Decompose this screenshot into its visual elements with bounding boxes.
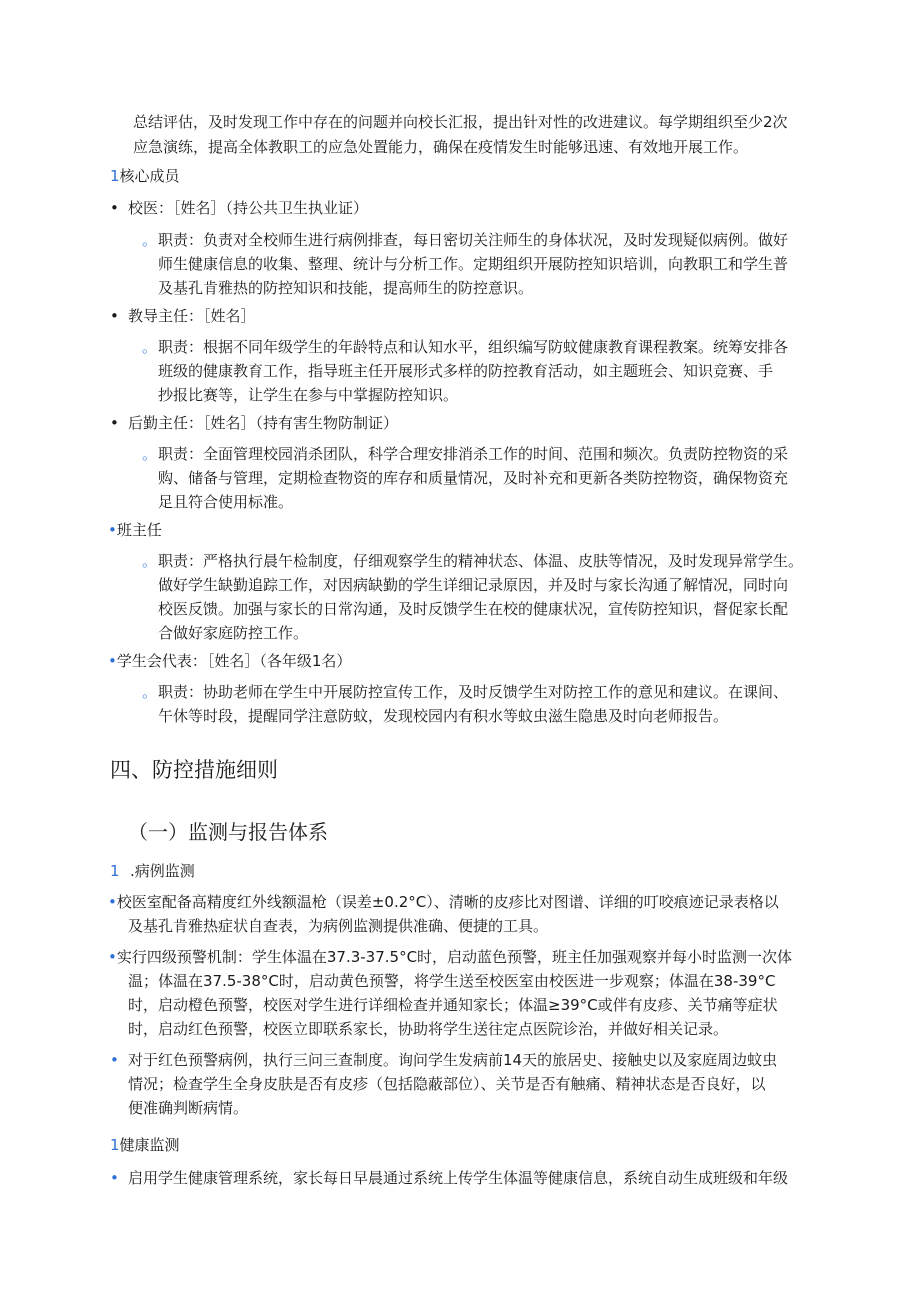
duty-text: 职责：协助老师在学生中开展防控宣传工作，及时反馈学生对防控工作的意见和建议。在课间、 — [158, 683, 789, 701]
duty-line — [142, 549, 803, 573]
list-item-line: 情况；检查学生全身皮肤是否有皮疹（包括隐蔽部位）、关节是否有触痛、精神状态是否良好，以 — [128, 1075, 766, 1093]
bullet-icon: • — [108, 652, 117, 670]
duty-line — [142, 228, 788, 252]
duty-line: 校医反馈。加强与家长的日常沟通，及时反馈学生在校的健康状况，宣传防控知识，督促家长配 — [158, 600, 789, 618]
section-heading: 四、防控措施细则 — [110, 758, 278, 782]
core-members-heading — [110, 164, 180, 188]
bullet-icon: • — [110, 1051, 119, 1069]
duty-marker-icon: 。 — [142, 231, 158, 249]
duty-line: 及基孔肯雅热的防控知识和技能，提高师生的防控意识。 — [158, 279, 534, 297]
heading-text: .病例监测 — [130, 862, 195, 880]
health-monitoring-heading — [110, 1133, 180, 1157]
heading-text: 核心成员 — [119, 167, 180, 185]
duty-marker-icon: 。 — [142, 552, 158, 570]
member-logistics-director — [110, 411, 398, 435]
member-title: 班主任 — [116, 521, 162, 539]
list-item-line: 便准确判断病情。 — [128, 1099, 249, 1117]
duty-line: 师生健康信息的收集、整理、统计与分析工作。定期组织开展防控知识培训，向教职工和学生普 — [158, 255, 789, 273]
member-title: 后勤主任：［姓名］（持有害生物防制证） — [128, 414, 399, 432]
duty-text: 职责：严格执行晨午检制度，仔细观察学生的精神状态、体温、皮肤等情况，及时发现异常学生。 — [158, 552, 804, 570]
member-title: 校医：［姓名］（持公共卫生执业证） — [128, 199, 369, 217]
duty-line: 抄报比赛等，让学生在参与中掌握防控知识。 — [158, 386, 459, 404]
duty-line: 做好学生缺勤追踪工作，对因病缺勤的学生详细记录原因，并及时与家长沟通了解情况，同时向 — [158, 576, 789, 594]
duty-line: 午休等时段，提醒同学注意防蚊，发现校园内有积水等蚊虫滋生隐患及时向老师报告。 — [158, 707, 729, 725]
list-item — [108, 890, 779, 914]
duty-line: 足且符合使用标准。 — [158, 493, 294, 511]
bullet-icon: • — [108, 893, 117, 911]
member-student-rep — [108, 649, 351, 673]
duty-line: 班级的健康教育工作，指导班主任开展形式多样的防控教育活动，如主题班会、知识竞赛、手 — [158, 362, 774, 380]
list-item — [108, 945, 792, 969]
duty-text: 职责：负责对全校师生进行病例排查，每日密切关注师生的身体状况，及时发现疑似病例。做好 — [158, 231, 789, 249]
list-item — [110, 1048, 777, 1072]
list-item-text: 校医室配备高精度红外线额温枪（误差±0.2°C）、清晰的皮疹比对图谱、详细的叮咬痕迹记录表格以 — [116, 893, 779, 911]
member-title: 教导主任：［姓名］ — [128, 307, 256, 325]
duty-line — [142, 335, 788, 359]
member-title: 学生会代表：［姓名］（各年级1名） — [116, 652, 352, 670]
heading-number: 1 — [110, 1136, 120, 1154]
bullet-icon: • — [110, 414, 119, 432]
list-item-line: 时，启动橙色预警，校医对学生进行详细检查并通知家长；体温≥39°C或伴有皮疹、关节痛等症状 — [128, 996, 778, 1014]
list-item-text: 对于红色预警病例，执行三问三查制度。询问学生发病前14天的旅居史、接触史以及家庭周边蚊虫 — [128, 1051, 778, 1069]
list-item-text: 实行四级预警机制：学生体温在37.3-37.5°C时，启动蓝色预警，班主任加强观察并每小时监测一次体 — [116, 948, 793, 966]
duty-line: 购、储备与管理，定期检查物资的库存和质量情况，及时补充和更新各类防控物资，确保物资充 — [158, 469, 789, 487]
duty-line: 合做好家庭防控工作。 — [158, 624, 309, 642]
list-item — [110, 1166, 788, 1190]
bullet-icon: • — [110, 199, 119, 217]
bullet-icon: • — [108, 521, 117, 539]
list-item-line: 温；体温在37.5-38°C时，启动黄色预警，将学生送至校医室由校医进一步观察；体温在38-39°C — [128, 972, 776, 990]
member-academic-director — [110, 304, 256, 328]
duty-text: 职责：根据不同年级学生的年龄特点和认知水平，组织编写防蚊健康教育课程教案。统筹安排各 — [158, 338, 789, 356]
member-homeroom-teacher — [108, 518, 162, 542]
bullet-icon: • — [110, 307, 119, 325]
list-item-line: 时，启动红色预警，校医立即联系家长，协助将学生送往定点医院诊治，并做好相关记录。 — [128, 1020, 729, 1038]
duty-line — [142, 680, 788, 704]
duty-marker-icon: 。 — [142, 683, 158, 701]
duty-marker-icon: 。 — [142, 445, 158, 463]
subsection-heading: （一）监测与报告体系 — [128, 820, 328, 844]
case-monitoring-heading — [110, 859, 195, 883]
intro-line-1: 总结评估，及时发现工作中存在的问题并向校长汇报，提出针对性的改进建议。每学期组织至少2次 — [133, 113, 788, 131]
duty-marker-icon: 。 — [142, 338, 158, 356]
bullet-icon: • — [110, 1169, 119, 1187]
heading-number: 1 — [110, 862, 120, 880]
intro-line-2: 应急演练，提高全体教职工的应急处置能力，确保在疫情发生时能够迅速、有效地开展工作。 — [133, 138, 749, 156]
heading-number: 1 — [110, 167, 120, 185]
bullet-icon: • — [108, 948, 117, 966]
duty-text: 职责：全面管理校园消杀团队，科学合理安排消杀工作的时间、范围和频次。负责防控物资的采 — [158, 445, 789, 463]
heading-text: 健康监测 — [119, 1136, 180, 1154]
duty-line — [142, 442, 788, 466]
list-item-line: 及基孔肯雅热症状自查表，为病例监测提供准确、便捷的工具。 — [128, 917, 549, 935]
member-school-doctor — [110, 196, 368, 220]
list-item-text: 启用学生健康管理系统，家长每日早晨通过系统上传学生体温等健康信息，系统自动生成班级和年级 — [128, 1169, 789, 1187]
